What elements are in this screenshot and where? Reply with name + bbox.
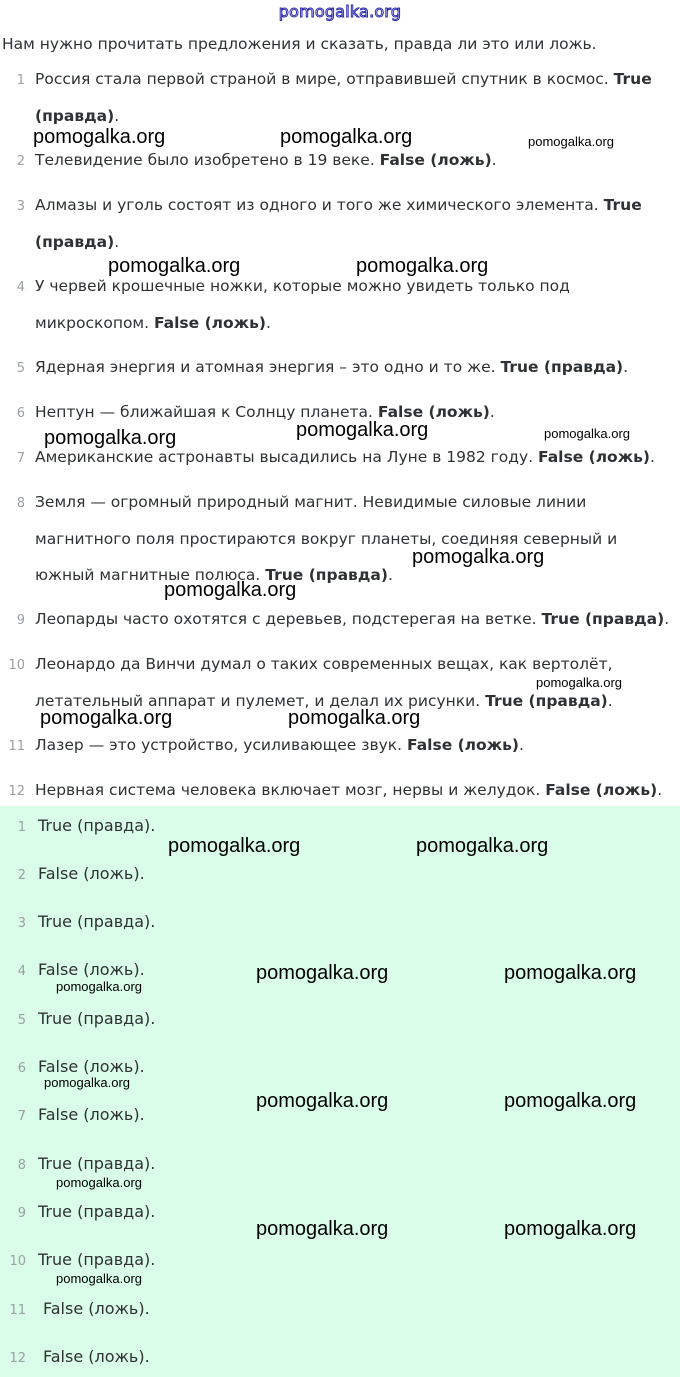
question-text: Нервная система человека включает мозг, нервы и желудок. False (ложь). bbox=[35, 781, 663, 799]
watermark: pomogalka.org bbox=[356, 255, 489, 277]
question-answer: True (правда) bbox=[35, 196, 642, 251]
question-answer: True (правда) bbox=[485, 691, 608, 710]
answer-text: False (ложь). bbox=[43, 1347, 150, 1366]
answer-number: 9 bbox=[17, 1206, 26, 1221]
answer-text: False (ложь). bbox=[38, 1105, 145, 1124]
question-text: Леонардо да Винчи думал о таких современных вещах, как вертолёт, летательный аппарат и пулемет, и делал их рисунки. True (правда). bbox=[35, 655, 613, 710]
question-answer: True (правда) bbox=[541, 610, 665, 628]
watermark: pomogalka.org bbox=[168, 835, 301, 857]
watermark: pomogalka.org bbox=[40, 707, 173, 729]
watermark: pomogalka.org bbox=[288, 707, 421, 729]
question-number: 12 bbox=[8, 784, 25, 799]
question-text: Алмазы и уголь состоят из одного и того же химического элемента. True (правда). bbox=[35, 196, 642, 251]
answer-number: 11 bbox=[9, 1303, 26, 1318]
question-text: Россия стала первой страной в мире, отправившей спутник в космос. True (правда). bbox=[35, 70, 652, 125]
question-number: 7 bbox=[16, 451, 25, 466]
answer-number: 1 bbox=[17, 820, 26, 835]
question-number: 3 bbox=[16, 199, 25, 214]
question-number: 5 bbox=[16, 361, 25, 376]
answer-number: 10 bbox=[9, 1254, 26, 1269]
question-answer: False (ложь) bbox=[538, 448, 651, 466]
question-number: 6 bbox=[16, 406, 25, 421]
answer-number: 2 bbox=[17, 868, 26, 883]
answer-text: True (правда). bbox=[38, 1250, 156, 1269]
watermark: pomogalka.org bbox=[44, 1075, 130, 1090]
question-answer: True (правда) bbox=[500, 358, 624, 376]
answer-number: 6 bbox=[17, 1061, 26, 1076]
answer-text: False (ложь). bbox=[38, 960, 145, 979]
question-number: 2 bbox=[16, 154, 25, 169]
answer-text: True (правда). bbox=[38, 1009, 156, 1028]
watermark: pomogalka.org bbox=[256, 1218, 389, 1240]
intro-text: Нам нужно прочитать предложения и сказать, правда ли это или ложь. bbox=[2, 35, 597, 53]
answer-text: True (правда). bbox=[38, 912, 156, 931]
question-text: Леопарды часто охотятся с деревьев, подстерегая на ветке. True (правда). bbox=[35, 610, 670, 628]
question-answer: False (ложь) bbox=[377, 403, 490, 421]
question-text: Нептун — ближайшая к Солнцу планета. False (ложь). bbox=[35, 403, 495, 421]
watermark: pomogalka.org bbox=[412, 546, 545, 568]
watermark: pomogalka.org bbox=[108, 255, 241, 277]
answer-text: True (правда). bbox=[38, 1202, 156, 1221]
watermark: pomogalka.org bbox=[296, 419, 429, 441]
answer-number: 12 bbox=[9, 1351, 26, 1366]
question-answer: False (ложь) bbox=[379, 151, 492, 169]
watermark: pomogalka.org bbox=[504, 1218, 637, 1240]
question-text: У червей крошечные ножки, которые можно увидеть только под микроскопом. False (ложь). bbox=[35, 277, 570, 332]
watermark: pomogalka.org bbox=[56, 1271, 142, 1286]
answer-number: 4 bbox=[17, 964, 26, 979]
question-text: Ядерная энергия и атомная энергия – это одно и то же. True (правда). bbox=[35, 358, 629, 376]
watermark: pomogalka.org bbox=[280, 126, 413, 148]
watermark: pomogalka.org bbox=[33, 126, 166, 148]
watermark: pomogalka.org bbox=[528, 134, 614, 149]
question-number: 10 bbox=[8, 658, 25, 673]
question-number: 1 bbox=[16, 73, 25, 88]
answer-number: 7 bbox=[17, 1109, 26, 1124]
watermark: pomogalka.org bbox=[164, 579, 297, 601]
question-number: 8 bbox=[16, 496, 25, 511]
watermark: pomogalka.org bbox=[256, 1090, 389, 1112]
watermark: pomogalka.org bbox=[504, 1090, 637, 1112]
question-text: Телевидение было изобретено в 19 веке. False (ложь). bbox=[35, 151, 497, 169]
watermark: pomogalka.org bbox=[56, 1175, 142, 1190]
question-answer: False (ложь) bbox=[407, 736, 519, 754]
question-text: Лазер — это устройство, усиливающее звук. False (ложь). bbox=[35, 736, 524, 754]
question-number: 9 bbox=[16, 613, 25, 628]
watermark: pomogalka.org bbox=[44, 427, 177, 449]
question-number: 4 bbox=[16, 280, 25, 295]
question-number: 11 bbox=[8, 739, 25, 754]
question-answer: False (ложь) bbox=[545, 781, 658, 799]
watermark: pomogalka.org bbox=[504, 962, 637, 984]
site-header-logo[interactable]: pomogalka.org bbox=[278, 2, 402, 21]
question-answer: False (ложь) bbox=[153, 313, 266, 332]
watermark: pomogalka.org bbox=[56, 979, 142, 994]
question-answer: True (правда) bbox=[265, 566, 388, 584]
watermark: pomogalka.org bbox=[416, 835, 549, 857]
answer-text: False (ложь). bbox=[38, 864, 145, 883]
answer-text: False (ложь). bbox=[38, 1057, 145, 1076]
question-answer: True (правда) bbox=[35, 70, 652, 125]
answer-text: True (правда). bbox=[38, 1154, 156, 1173]
answer-number: 3 bbox=[17, 916, 26, 931]
watermark: pomogalka.org bbox=[536, 675, 622, 690]
answer-text: True (правда). bbox=[38, 816, 156, 835]
watermark: pomogalka.org bbox=[544, 426, 630, 441]
answer-number: 8 bbox=[17, 1158, 26, 1173]
answer-number: 5 bbox=[17, 1013, 26, 1028]
answer-text: False (ложь). bbox=[43, 1299, 150, 1318]
watermark: pomogalka.org bbox=[256, 962, 389, 984]
question-text: Американские астронавты высадились на Луне в 1982 году. False (ложь). bbox=[35, 448, 655, 466]
question-text: Земля — огромный природный магнит. Невидимые силовые линии магнитного поля простираются вокруг планеты, соединяя северный и южный магнитные полюса. True (правда). bbox=[35, 493, 618, 584]
